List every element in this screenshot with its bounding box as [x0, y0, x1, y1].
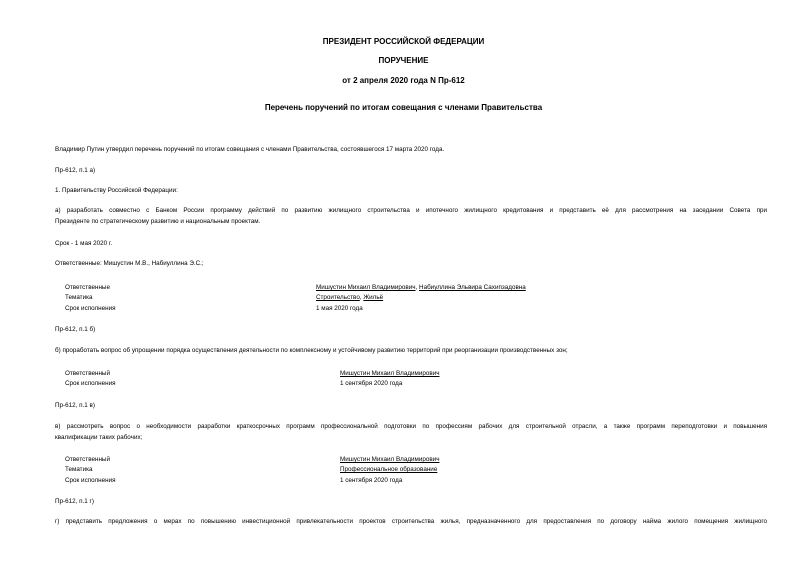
separator: , [359, 294, 364, 301]
table-a-label-responsible: Ответственные [65, 284, 110, 291]
item-d-text-line1: г) представить предложения о мерах по повышению инвестиционной привлекательности проектов строительства жилья, предназначенного для предоставления по договору найма жилого помещения жилищного [55, 518, 767, 525]
item-d-text [55, 517, 767, 528]
table-a-label-topic: Тематика [65, 294, 93, 301]
separator: , [415, 284, 420, 291]
item-a-deadline: Срок - 1 мая 2020 г. [55, 240, 113, 247]
person-link-nabiullina[interactable]: Набиуллина Эльвира Сахипзадовна [419, 284, 526, 291]
item-a-responsible: Ответственные: Мишустин М.В., Набиуллина Э.С.; [55, 260, 204, 267]
date-number-heading: от 2 апреля 2020 года N Пр-612 [342, 76, 465, 85]
intro-paragraph: Владимир Путин утвердил перечень поручений по итогам совещания с членами Правительства, состоявшегося 17 марта 2020 года. [55, 146, 445, 153]
item-d-ref: Пр-612, п.1 г) [55, 498, 94, 505]
issuer-heading: ПРЕЗИДЕНТ РОССИЙСКОЙ ФЕДЕРАЦИИ [322, 37, 485, 46]
table-c-label-responsible: Ответственный [65, 456, 110, 463]
table-c-value-deadline: 1 сентября 2020 года [340, 477, 403, 484]
item-c-text-line2: квалификации таких рабочих; [55, 433, 143, 441]
table-a-label-deadline: Срок исполнения [65, 305, 116, 312]
person-link-mishustin[interactable]: Мишустин Михаил Владимирович [340, 370, 440, 377]
table-b-value-deadline: 1 сентября 2020 года [340, 380, 403, 387]
item-c-ref: Пр-612, п.1 в) [55, 402, 95, 409]
person-link-mishustin[interactable]: Мишустин Михаил Владимирович [316, 284, 416, 291]
table-a-value-deadline: 1 мая 2020 года [316, 305, 363, 312]
document-title: Перечень поручений по итогам совещания с членами Правительства [264, 103, 543, 112]
item-c-text [55, 422, 767, 443]
item-a-text-line2: Президенте по стратегическому развитию и национальным проектам. [55, 217, 261, 225]
topic-link-construction[interactable]: Строительство [316, 294, 360, 301]
table-b-label-responsible: Ответственный [65, 370, 110, 377]
item-c-text-line1: в) рассмотреть вопрос о необходимости разработки краткосрочных программ профессиональной подготовки по профессиям рабочих для строительной отрасли, а также программ переподготовки и повышения [55, 423, 767, 430]
topic-link-housing[interactable]: Жильё [363, 294, 384, 301]
item-a-text-line1: а) разработать совместно с Банком России программу действий по развитию жилищного строительства и ипотечного жилищного кредитования и представить её для рассмотрения на заседании Совета при [55, 207, 767, 214]
table-c-label-deadline: Срок исполнения [65, 477, 116, 484]
table-b-label-deadline: Срок исполнения [65, 380, 116, 387]
person-link-mishustin[interactable]: Мишустин Михаил Владимирович [340, 456, 440, 463]
table-a-persons [316, 284, 526, 291]
section-heading: 1. Правительству Российской Федерации: [55, 187, 178, 194]
item-b-ref: Пр-612, п.1 б) [55, 326, 96, 333]
doc-type-heading: ПОРУЧЕНИЕ [378, 56, 429, 65]
table-a-topics [316, 294, 383, 301]
item-a-text [55, 206, 767, 227]
table-c-label-topic: Тематика [65, 466, 93, 473]
topic-link-professional-education[interactable]: Профессиональное образование [340, 466, 438, 473]
item-b-text: б) проработать вопрос об упрощении порядка осуществления деятельности по комплексному и устойчивому развитию территорий при реорганизации производственных зон; [55, 347, 568, 354]
item-a-ref: Пр-612, п.1 а) [55, 167, 96, 174]
